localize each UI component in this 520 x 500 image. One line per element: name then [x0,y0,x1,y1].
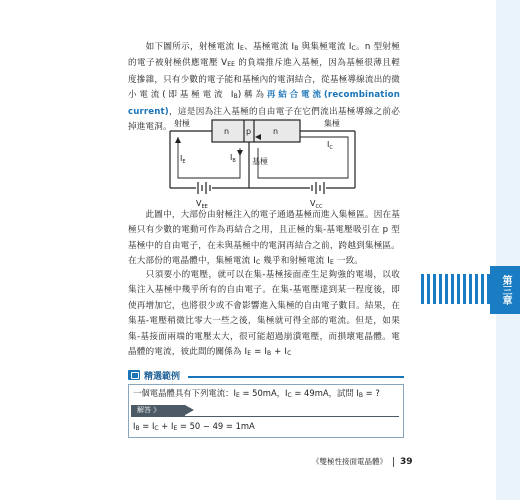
base-label: 基極 [252,157,268,166]
collector-label: 集極 [324,119,340,128]
chapter-label: 第三章 [490,266,520,314]
footer-title: 《雙極性接面電晶體》 [312,457,387,466]
example-box [128,384,404,438]
recombination-term: 再結合電流(recombination current) [128,90,400,117]
n-region-1: n [224,127,230,136]
page-footer [312,456,413,467]
side-strip [490,0,520,500]
paragraph-intro: 如下圖所示，射極電流 IE、基極電流 IB 與集極電流 IC。n 型射極的電子被射極供應電壓 VEE 的負端推斥進入基極，因為基極很薄且輕度摻雜，只有少數的電子能和基極內的電洞結合，從基極導線流出的微小電流(即基極電流 IB)稱為再結合電流(recombination current)，這是因為注入基極的自由電子在它們流出基極導線之前必掉進電洞。 [128,42,400,133]
vee-battery [198,182,210,194]
footer-separator [393,457,394,467]
page-number: 39 [400,457,413,467]
ib-label: $I_B$ [230,153,236,164]
paragraph-voltage: 只須要小的電壓，就可以在集-基極接面產生足夠強的電場，以收集注入基極中幾乎所有的自由電子。在集-基電壓達到某一程度後，即使再增加它，也將很少或不會影響進入集極的自由電子數目。結果，在集基-電壓稍微比零大一些之後，集極就可得全部的電流。但是，如果集-基接面兩端的電壓太大，很可能超過崩潰電壓，而損壞電晶體。電晶體的電流，彼此間的關係為 IE = IB + IC [128,270,400,358]
vee-label: $V_{EE}$ [196,199,208,210]
transistor-circuit-diagram [0,0,520,220]
chapter-tab [421,266,520,314]
ie-label: $I_E$ [180,154,186,165]
example-header [128,370,404,382]
n-region-2: n [273,127,279,136]
example-answer: IB = IC + IE = 50 − 49 = 1mA [133,421,255,432]
ie-arrow [175,137,181,143]
vcc-label: $V_{CC}$ [310,199,323,210]
emitter-label: 射極 [174,119,190,128]
vcc-battery [312,182,324,194]
p-region: p [246,127,252,136]
answer-divider [131,416,399,417]
example-title: 精選範例 [144,372,181,382]
ic-label: $I_C$ [327,140,333,151]
notebook-icon [128,370,140,380]
example-question: 一個電晶體具有下列電流：IE = 50mA，IC = 49mA，試問 IB = ? [133,388,380,399]
chapter-stripes [421,274,493,304]
answer-tag: 解答 》 [131,405,185,416]
ib-arrow [237,150,243,156]
example-divider [188,376,404,378]
paragraph-collector: 此圖中，大部份由射極注入的電子通過基極而進入集極區。因在基極只有少數的電動可作為再結合之用，且正極的集-基電壓吸引在 p 型基極中的自由電子，在未與基極中的電洞再結合之前，跨越到集極區。在大部份的電晶體中，集極電流 IC 幾乎和射極電流 IE 一致。 [128,210,400,267]
